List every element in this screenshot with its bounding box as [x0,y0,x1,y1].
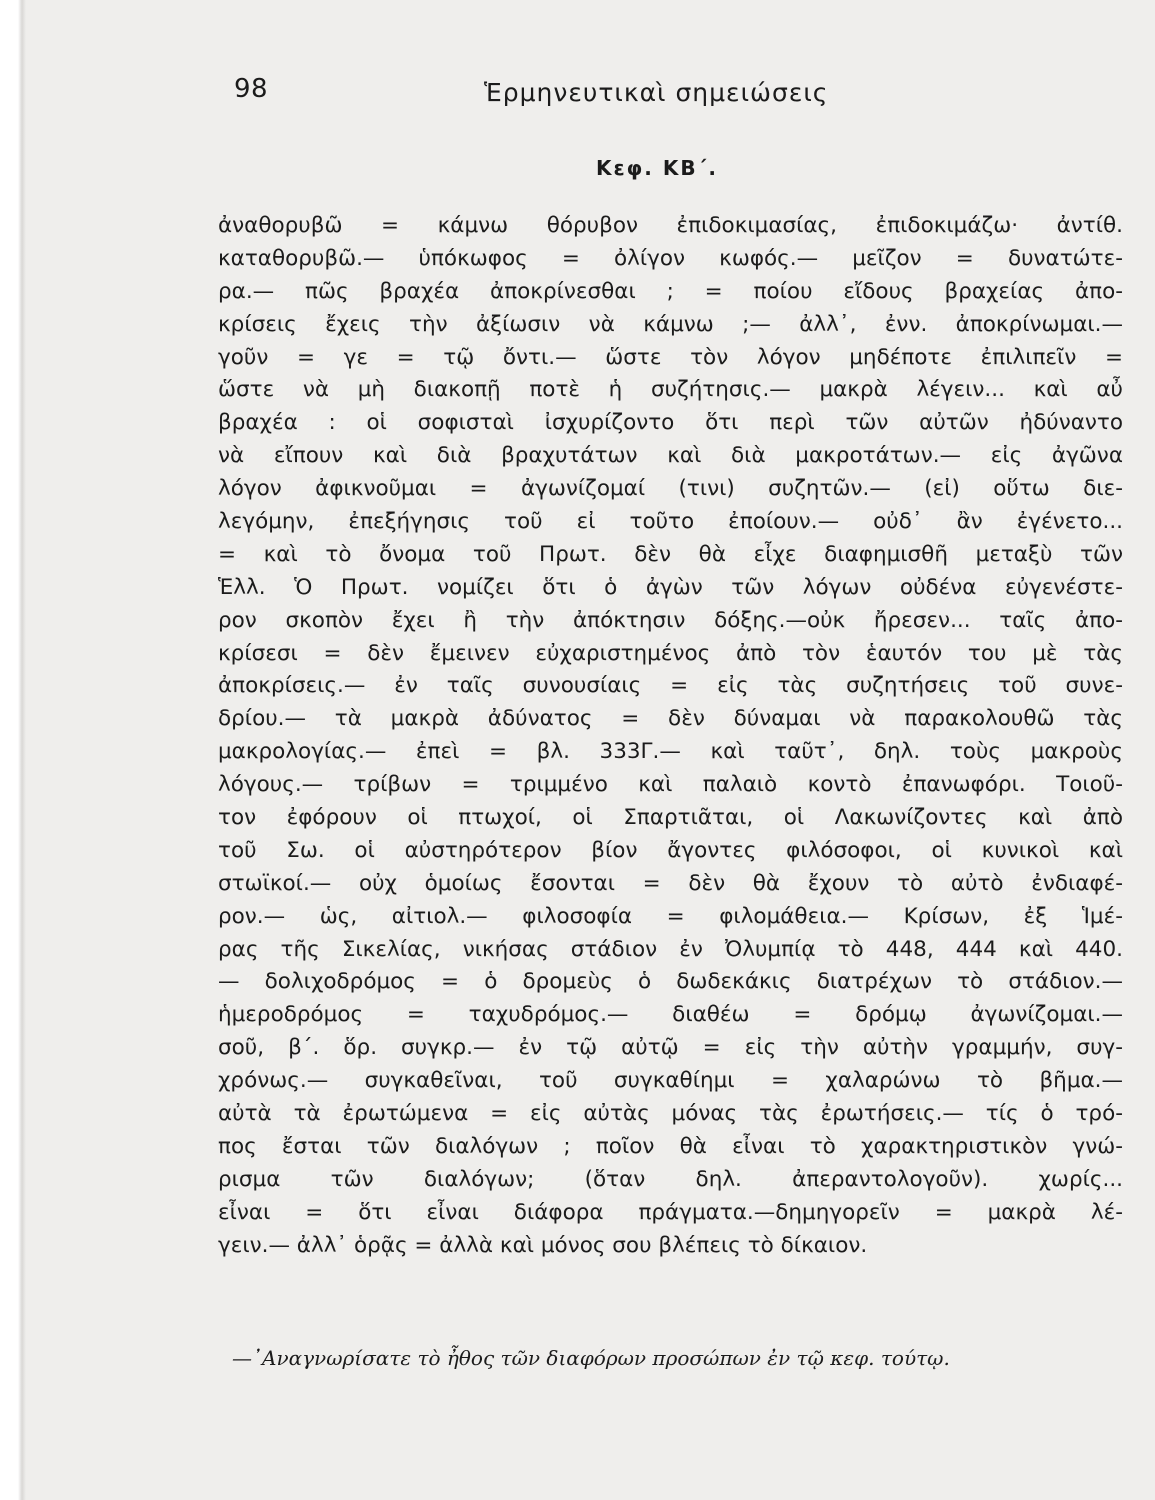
text-line: ἡμεροδρόμος = ταχυδρόμος.— διαθέω = δρόμῳ ἀγωνίζομαι.— [218,1002,1123,1028]
text-line: δρίου.— τὰ μακρὰ ἀδύνατος = δὲν δύναμαι νὰ παρακολουθῶ τὰς [218,706,1123,732]
text-line: τον ἐφόρουν οἱ πτωχοί, οἱ Σπαρτιᾶται, οἱ Λακωνίζοντες καὶ ἀπὸ [218,805,1123,831]
text-line: βραχέα : οἱ σοφισταὶ ἰσχυρίζοντο ὅτι περὶ τῶν αὐτῶν ἠδύναντο [218,410,1123,436]
page-edge [0,0,26,1500]
text-line: λόγον ἀφικνοῦμαι = ἀγωνίζομαί (τινι) συζητῶν.— (εἰ) οὕτω διε- [218,476,1123,502]
text-line: πος ἔσται τῶν διαλόγων ; ποῖον θὰ εἶναι τὸ χαρακτηριστικὸν γνώ- [218,1133,1123,1159]
text-line: ρισμα τῶν διαλόγων; (ὅταν δηλ. ἀπεραντολογοῦν). χωρίς... [218,1166,1123,1192]
text-line: = καὶ τὸ ὄνομα τοῦ Πρωτ. δὲν θὰ εἶχε διαφημισθῆ μεταξὺ τῶν [218,541,1123,567]
text-line: στωϊκοί.— οὐχ ὁμοίως ἔσονται = δὲν θὰ ἔχουν τὸ αὐτὸ ἐνδιαφέ- [218,870,1123,896]
text-line: ρας τῆς Σικελίας, νικήσας στάδιον ἐν Ὀλυμπίᾳ τὸ 448, 444 καὶ 440. [218,936,1123,962]
text-line: ρα.— πῶς βραχέα ἀποκρίνεσθαι ; = ποίου εἴδους βραχείας ἀπο- [218,278,1123,304]
text-line: εἶναι = ὅτι εἶναι διάφορα πράγματα.—δημηγορεῖν = μακρὰ λέ- [218,1199,1123,1225]
text-line: κρίσεσι = δὲν ἔμεινεν εὐχαριστημένος ἀπὸ τὸν ἑαυτόν του μὲ τὰς [218,640,1123,666]
text-line: γοῦν = γε = τῷ ὄντι.— ὥστε τὸν λόγον μηδέποτε ἐπιλιπεῖν = [218,344,1123,370]
text-line: χρόνως.— συγκαθεῖναι, τοῦ συγκαθίημι = χαλαρώνω τὸ βῆμα.— [218,1068,1123,1094]
text-line: ρον.— ὡς, αἰτιολ.— φιλοσοφία = φιλομάθεια.— Κρίσων, ἐξ Ἱμέ- [218,903,1123,929]
text-line: ἀποκρίσεις.— ἐν ταῖς συνουσίαις = εἰς τὰς συζητήσεις τοῦ συνε- [218,673,1123,699]
text-line: νὰ εἴπουν καὶ διὰ βραχυτάτων καὶ διὰ μακροτάτων.— εἰς ἀγῶνα [218,443,1123,469]
text-line: Ἑλλ. Ὁ Πρωτ. νομίζει ὅτι ὁ ἀγὼν τῶν λόγων οὐδένα εὐγενέστε- [218,574,1123,600]
text-line: αὐτὰ τὰ ἐρωτώμενα = εἰς αὐτὰς μόνας τὰς ἐρωτήσεις.— τίς ὁ τρό- [218,1101,1123,1127]
page-number: 98 [234,74,269,104]
text-line: ἀναθορυβῶ = κάμνω θόρυβον ἐπιδοκιμασίας, ἐπιδοκιμάζω· ἀντίθ. [218,213,1123,238]
footnote-exercise: —᾽Αναγνωρίσατε τὸ ἦθος τῶν διαφόρων προσώπων ἐν τῷ κεφ. τούτῳ. [232,1346,950,1370]
text-line: τοῦ Σω. οἱ αὐστηρότερον βίον ἄγοντες φιλόσοφοι, οἱ κυνικοὶ καὶ [218,837,1123,863]
text-line: — δολιχοδρόμος = ὁ δρομεὺς ὁ δωδεκάκις διατρέχων τὸ στάδιον.— [218,969,1123,995]
text-line: ὥστε νὰ μὴ διακοπῇ ποτὲ ἡ συζήτησις.— μακρὰ λέγειν... καὶ αὖ [218,377,1123,403]
text-line: γειν.— ἀλλ᾽ ὁρᾷς = ἀλλὰ καὶ μόνος σου βλέπεις τὸ δίκαιον. [218,1232,868,1258]
text-line: κρίσεις ἔχεις τὴν ἀξίωσιν νὰ κάμνω ;— ἀλλ᾽, ἐνν. ἀποκρίνωμαι.— [218,311,1123,337]
running-title: Ἑρμηνευτικαὶ σημειώσεις [484,78,829,107]
text-line: σοῦ, β΄. ὅρ. συγκρ.— ἐν τῷ αὐτῷ = εἰς τὴν αὐτὴν γραμμήν, συγ- [218,1035,1123,1061]
text-line: μακρολογίας.— ἐπεὶ = βλ. 333Γ.— καὶ ταῦτ᾽, δηλ. τοὺς μακροὺς [218,739,1123,765]
text-line: λεγόμην, ἐπεξήγησις τοῦ εἰ τοῦτο ἐποίουν.— οὐδ᾽ ἂν ἐγένετο... [218,509,1123,535]
text-line: ρον σκοπὸν ἔχει ἢ τὴν ἀπόκτησιν δόξης.—οὐκ ἤρεσεν... ταῖς ἀπο- [218,607,1123,633]
text-line: λόγους.— τρίβων = τριμμένο καὶ παλαιὸ κοντὸ ἐπανωφόρι. Τοιοῦ- [218,772,1123,798]
text-line: καταθορυβῶ.— ὑπόκωφος = ὀλίγον κωφός.— μεῖζον = δυνατώτε- [218,245,1123,271]
chapter-heading: Κεφ. ΚΒ΄. [596,156,719,180]
commentary-text [218,210,1123,1263]
